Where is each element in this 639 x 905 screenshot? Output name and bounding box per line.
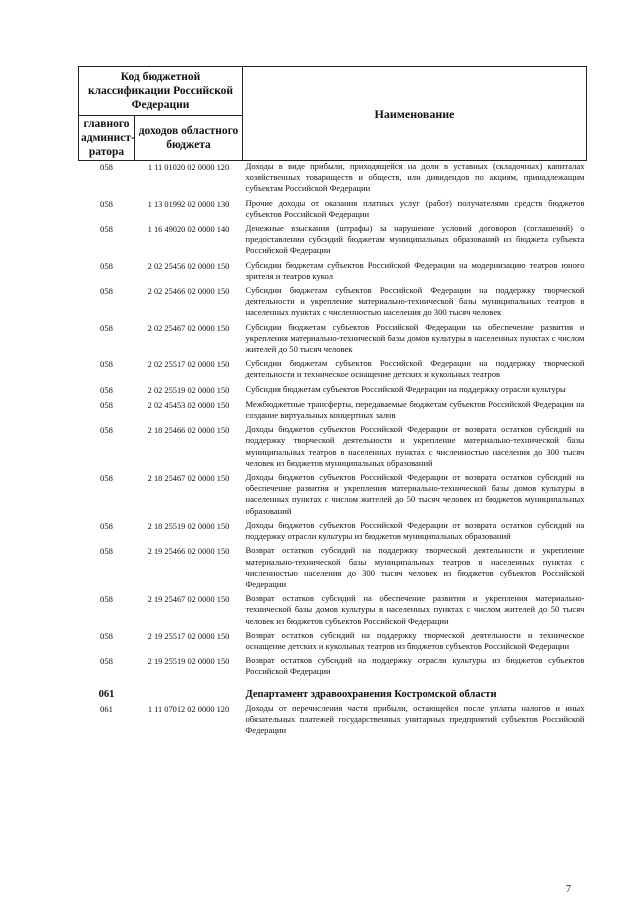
row-admin-code: 058 <box>100 520 113 531</box>
row-revenue-code: 2 02 25519 02 0000 150 <box>147 385 230 395</box>
table-row <box>79 593 587 630</box>
table-row <box>79 384 587 399</box>
row-name: Субсидии бюджетам субъектов Российской Федерации на поддержку творческой деятельности и техническое оснащение детских и кукольных театров <box>245 358 585 380</box>
table-row <box>79 358 587 383</box>
row-revenue-code: 1 11 07012 02 0000 120 <box>147 704 230 714</box>
table-row <box>79 260 587 285</box>
row-revenue-code: 2 02 45453 02 0000 150 <box>147 400 230 410</box>
row-admin-code: 058 <box>100 656 113 667</box>
table-row <box>79 198 587 223</box>
row-admin-code: 058 <box>100 630 113 641</box>
row-admin-code: 058 <box>100 384 113 395</box>
row-admin-code: 058 <box>100 224 113 235</box>
table-header <box>79 67 587 161</box>
table-body <box>79 161 587 740</box>
row-revenue-code: 1 11 01020 02 0000 120 <box>147 163 230 172</box>
row-name: Возврат остатков субсидий на поддержку творческой деятельности и техническое оснащение детских и кукольных театров из бюджетов субъектов Российской Федерации <box>245 629 585 651</box>
table-row <box>79 322 587 359</box>
row-name: Субсидии бюджетам субъектов Российской Федерации на модернизацию театров юного зрителя и театров кукол <box>245 259 585 281</box>
row-admin-code: 058 <box>100 198 113 209</box>
row-name: Межбюджетные трансферты, передаваемые бюджетам субъектов Российской Федерации на создание виртуальных концертных залов <box>245 398 585 421</box>
row-admin-code: 058 <box>100 286 113 297</box>
row-name: Субсидия бюджетам субъектов Российской Федерации на поддержку отрасли культуры <box>245 383 566 394</box>
row-name: Возврат остатков субсидий на поддержку творческой деятельности и укрепление материально-технической базы муниципальных театров в населенных пунктах с численностью населения до 300 тысяч человек из бюджетов субъектов Российской Федерации <box>245 545 585 589</box>
table-row <box>79 285 587 322</box>
row-name: Доходы бюджетов субъектов Российской Федерации от возврата остатков субсидий на поддержку творческой деятельности и укрепление материально-технической базы муниципальных театров в населенных пунктах с численностью населения до 300 тысяч человек из бюджетов муниципальных образований <box>245 424 585 468</box>
table-row <box>79 630 587 655</box>
row-revenue-code: 2 02 25466 02 0000 150 <box>147 287 230 297</box>
row-name: Субсидии бюджетам субъектов Российской Федерации на поддержку творческой деятельности и укрепление материально-технической базы муниципальных театров в населенных пунктах с численностью населения до 300 тысяч человек <box>245 285 585 318</box>
department-row <box>79 681 587 703</box>
row-admin-code: 058 <box>100 473 113 484</box>
table-row <box>79 655 587 680</box>
row-admin-code: 058 <box>100 399 113 410</box>
table-row <box>79 223 587 260</box>
row-admin-code: 058 <box>100 260 113 271</box>
department-code-empty <box>135 681 243 703</box>
row-name: Субсидии бюджетам субъектов Российской Федерации на обеспечение развития и укрепления материально-технической базы домов культуры в населенных пунктах с числом жителей до 50 тысяч человек <box>245 321 585 355</box>
header-revenue: доходов областного бюджета <box>135 116 243 161</box>
header-code-group: Код бюджетной классификации Российской Федерации <box>79 67 243 116</box>
row-admin-code: 058 <box>100 162 113 172</box>
row-revenue-code: 2 02 25456 02 0000 150 <box>147 261 230 271</box>
row-revenue-code: 2 19 25467 02 0000 150 <box>147 595 230 605</box>
row-admin-code: 058 <box>100 322 113 333</box>
row-revenue-code: 2 18 25519 02 0000 150 <box>147 521 230 531</box>
row-name: Доходы бюджетов субъектов Российской Федерации от возврата остатков субсидий на обеспечение развития и укрепления материально-технической базы домов культуры в населенных пунктах с числом жителей до 50 тысяч человек из бюджетов муниципальных образований <box>245 472 585 516</box>
row-admin-code: 058 <box>100 359 113 370</box>
row-admin-code: 061 <box>100 703 113 714</box>
row-revenue-code: 1 13 01992 02 0000 130 <box>147 199 230 209</box>
row-name: Доходы в виде прибыли, приходящейся на доли в уставных (складочных) капиталах хозяйственных товариществ и обществ, или дивидендов по акциям, принадлежащим субъектам Российской Федерации <box>245 161 585 194</box>
row-admin-code: 058 <box>100 594 113 605</box>
row-name: Возврат остатков субсидий на обеспечение развития и укрепления материально-технической базы домов культуры в населенных пунктах с числом жителей до 50 тысяч человек из бюджетов субъектов Российской Федерации <box>245 593 585 626</box>
table-row <box>79 520 587 545</box>
table-row <box>79 545 587 593</box>
page-number: 7 <box>566 884 571 895</box>
department-name: Департамент здравоохранения Костромской области <box>245 688 497 700</box>
row-revenue-code: 2 02 25467 02 0000 150 <box>147 323 230 333</box>
table-row <box>79 472 587 520</box>
row-revenue-code: 2 19 25517 02 0000 150 <box>147 631 230 641</box>
budget-classification-table <box>78 66 587 739</box>
row-revenue-code: 2 19 25466 02 0000 150 <box>147 547 230 557</box>
row-name: Доходы бюджетов субъектов Российской Федерации от возврата остатков субсидий на поддержку отрасли культуры из бюджетов муниципальных образований <box>245 519 585 542</box>
row-admin-code: 058 <box>100 425 113 436</box>
row-admin-code: 058 <box>100 546 113 557</box>
table-row <box>79 703 587 740</box>
row-name: Прочие доходы от оказания платных услуг (работ) получателями средств бюджетов субъектов Российской Федерации <box>245 197 585 219</box>
row-name: Возврат остатков субсидий на поддержку отрасли культуры из бюджетов субъектов Российской Федерации <box>245 655 585 677</box>
row-revenue-code: 2 18 25466 02 0000 150 <box>147 426 230 436</box>
row-revenue-code: 2 02 25517 02 0000 150 <box>147 360 230 370</box>
row-revenue-code: 1 16 49020 02 0000 140 <box>147 225 230 235</box>
row-revenue-code: 2 19 25519 02 0000 150 <box>147 657 230 667</box>
row-name: Денежные взыскания (штрафы) за нарушение условий договоров (соглашений) о предоставлении субсидий бюджетам муниципальных образований из бюджета субъекта Российской Федерации <box>245 223 585 256</box>
department-admin-code: 061 <box>98 688 115 700</box>
table-row <box>79 399 587 424</box>
header-admin: главного админист-ратора <box>79 116 135 161</box>
row-name: Доходы от перечисления части прибыли, остающейся после уплаты налогов и иных обязательных платежей государственных унитарных предприятий субъектов Российской Федерации <box>245 702 585 736</box>
table-row <box>79 161 587 198</box>
table-row <box>79 424 587 472</box>
document-page <box>78 66 586 739</box>
row-revenue-code: 2 18 25467 02 0000 150 <box>147 474 230 484</box>
header-name: Наименование <box>243 67 587 161</box>
